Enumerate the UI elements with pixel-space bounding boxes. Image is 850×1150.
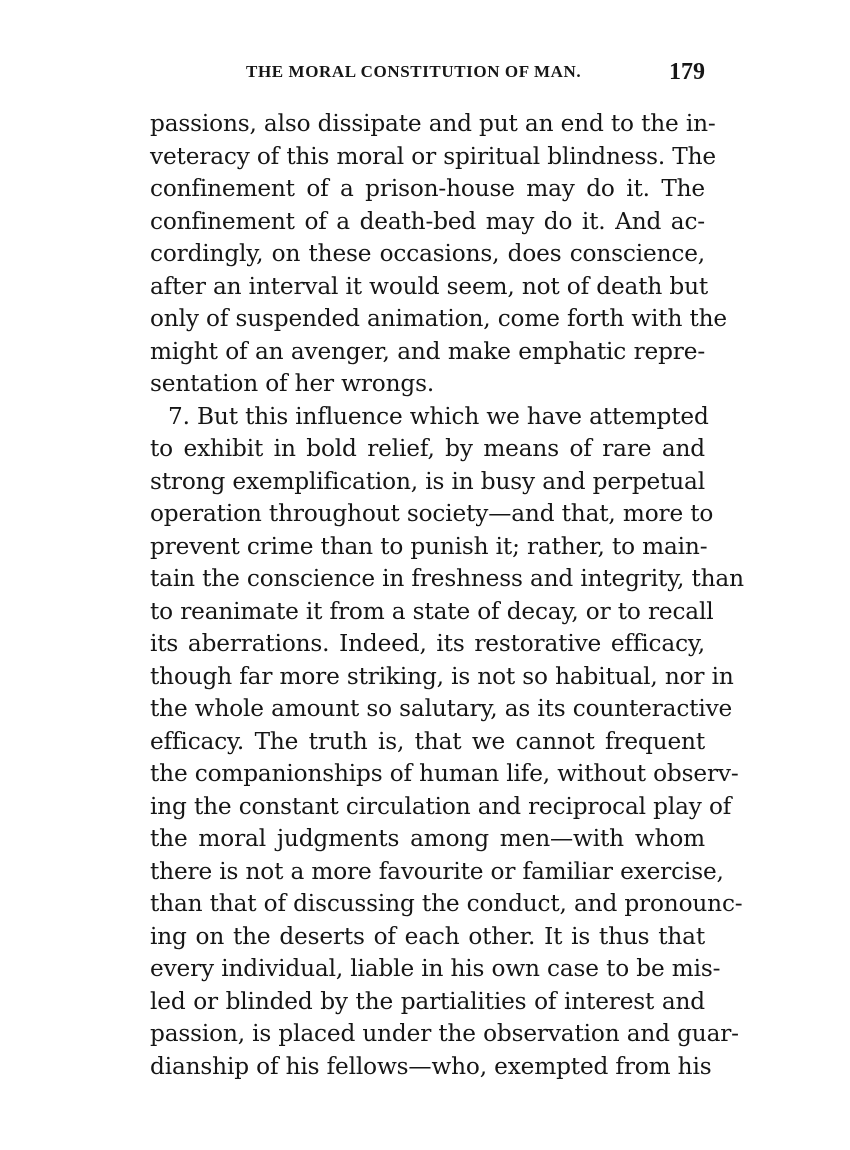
text-line: to reanimate it from a state of decay, or to recall [150, 597, 714, 625]
text-line: to exhibit in bold relief, by means of rare and [150, 435, 705, 463]
text-line: confinement of a prison-house may do it. The [150, 175, 705, 203]
text-line: ing on the deserts of each other. It is thus that [150, 922, 705, 950]
text-line: its aberrations. Indeed, its restorative efficacy, [150, 630, 705, 658]
running-title: THE MORAL CONSTITUTION OF MAN. [246, 62, 582, 81]
text-line: might of an avenger, and make emphatic repre- [150, 337, 705, 365]
text-line: prevent crime than to punish it; rather, to main- [150, 532, 708, 560]
running-head [150, 59, 705, 90]
text-line: veteracy of this moral or spiritual blindness. The [150, 142, 716, 170]
text-line: ing the constant circulation and reciprocal play of [150, 792, 732, 820]
text-line: strong exemplification, is in busy and perpetual [150, 467, 705, 495]
text-line: only of suspended animation, come forth with the [150, 305, 727, 333]
text-line: the companionships of human life, without observ- [150, 760, 739, 788]
text-line: than that of discussing the conduct, and pronounc- [150, 890, 743, 918]
text-line: operation throughout society—and that, more to [150, 500, 714, 528]
page-number: 179 [669, 59, 705, 85]
text-line: passion, is placed under the observation and guar- [150, 1020, 739, 1048]
text-line: sentation of her wrongs. [150, 370, 435, 398]
text-line: after an interval it would seem, not of death but [150, 272, 709, 300]
text-line: there is not a more favourite or familiar exercise, [150, 857, 724, 885]
text-line: though far more striking, is not so habitual, nor in [150, 662, 734, 690]
text-line: the moral judgments among men—with whom [150, 825, 705, 853]
text-line: dianship of his fellows—who, exempted from his [150, 1052, 712, 1080]
paragraph-start-line: 7. But this influence which we have attempted [168, 402, 709, 430]
text-line: passions, also dissipate and put an end to the in- [150, 110, 716, 137]
text-line: efficacy. The truth is, that we cannot frequent [150, 727, 705, 755]
text-line: cordingly, on these occasions, does conscience, [150, 240, 705, 268]
text-line: tain the conscience in freshness and integrity, than [150, 565, 744, 593]
text-line: every individual, liable in his own case to be mis- [150, 955, 721, 983]
text-line: confinement of a death-bed may do it. And ac- [150, 207, 705, 235]
body-text [150, 108, 744, 1083]
text-line: led or blinded by the partialities of interest and [150, 987, 705, 1015]
text-line: the whole amount so salutary, as its counteractive [150, 695, 733, 723]
